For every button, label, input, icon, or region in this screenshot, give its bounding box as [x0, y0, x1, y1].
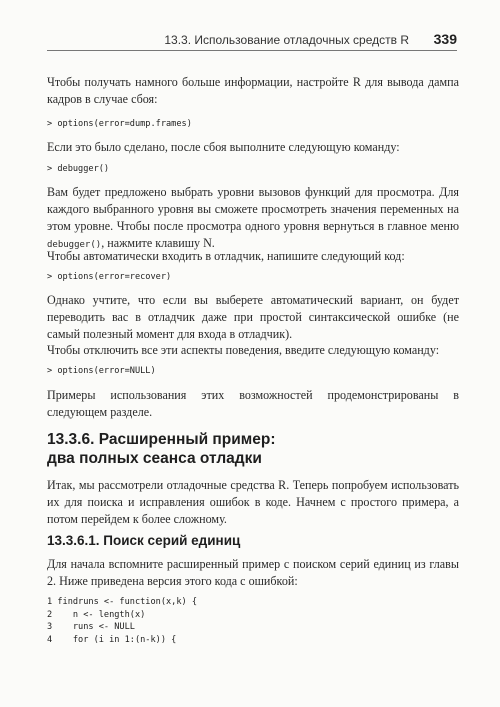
running-header	[47, 30, 457, 51]
paragraph-examples	[47, 387, 459, 421]
code-listing-line: 3 runs <- NULL	[47, 622, 135, 632]
paragraph-text: Итак, мы рассмотрели отладочные средства R. Теперь попробуем использовать их для поиска и исправления ошибок в коде. Начнем с простого примера, а потом перейдем к более сложному.	[47, 478, 459, 526]
code-line: > options(error=NULL)	[47, 366, 156, 376]
paragraph-text: Если это было сделано, после сбоя выполните следующую команду:	[47, 140, 400, 154]
text-run: , нажмите клавишу N.	[101, 236, 215, 250]
code-block-recover	[47, 271, 459, 283]
paragraph-disable	[47, 342, 459, 359]
code-listing-line: 4 for (i in 1:(n-k)) {	[47, 634, 177, 645]
section-heading-line: два полных сеанса отладки	[47, 450, 262, 467]
code-block-null	[47, 365, 459, 377]
paragraph-text: Однако учтите, что если вы выберете автоматический вариант, он будет переводить вас в отладчик даже при простой синтаксической ошибке (не самый полезный момент для входа в отладчик).	[47, 293, 459, 341]
section-heading-line: 13.3.6. Расширенный пример:	[47, 431, 276, 448]
paragraph-auto-debugger	[47, 248, 459, 265]
paragraph-runs	[47, 556, 459, 590]
paragraph-after-crash	[47, 139, 459, 156]
paragraph-text: Чтобы отключить все эти аспекты поведения, введите следующую команду:	[47, 343, 440, 357]
paragraph-intro-example	[47, 477, 459, 528]
paragraph-call-levels	[47, 184, 459, 254]
code-listing-line: 2 n <- length(x)	[47, 609, 146, 620]
paragraph-text: Чтобы автоматически входить в отладчик, напишите следующий код:	[47, 249, 405, 263]
paragraph-text: Примеры использования этих возможностей продемонстрированы в следующем разделе.	[47, 388, 459, 419]
paragraph-text: Для начала вспомните расширенный пример с поиском серий единиц из главы 2. Ниже приведена версия этого кода с ошибкой:	[47, 557, 459, 588]
page-number: 339	[433, 31, 457, 47]
code-line: > debugger()	[47, 164, 110, 174]
paragraph-dump-frames	[47, 74, 459, 108]
code-line: > options(error=dump.frames)	[47, 119, 192, 129]
code-block-dump-frames	[47, 118, 459, 130]
paragraph-text: Чтобы получать намного больше информации, настройте R для вывода дампа кадров в случае сбоя:	[47, 75, 459, 106]
section-heading	[47, 430, 459, 468]
code-listing	[47, 596, 459, 646]
text-run: Вам будет предложено выбрать уровни вызовов функций для просмотра. Для каждого выбранного уровня вы сможете просмотреть значения переменных на этом уровне. Чтобы после просмотра одного уровня вернуться в главное меню	[47, 185, 459, 233]
code-line: > options(error=recover)	[47, 272, 172, 282]
subsection-heading	[47, 532, 459, 549]
paragraph-warning	[47, 292, 459, 343]
inline-code: debugger()	[47, 240, 102, 250]
header-title: 13.3. Использование отладочных средств R	[164, 33, 409, 47]
code-listing-line: 1 findruns <- function(x,k) {	[47, 597, 198, 607]
subsection-heading-text: 13.3.6.1. Поиск серий единиц	[47, 533, 241, 548]
code-block-debugger	[47, 163, 459, 175]
paragraph-text	[47, 184, 459, 254]
